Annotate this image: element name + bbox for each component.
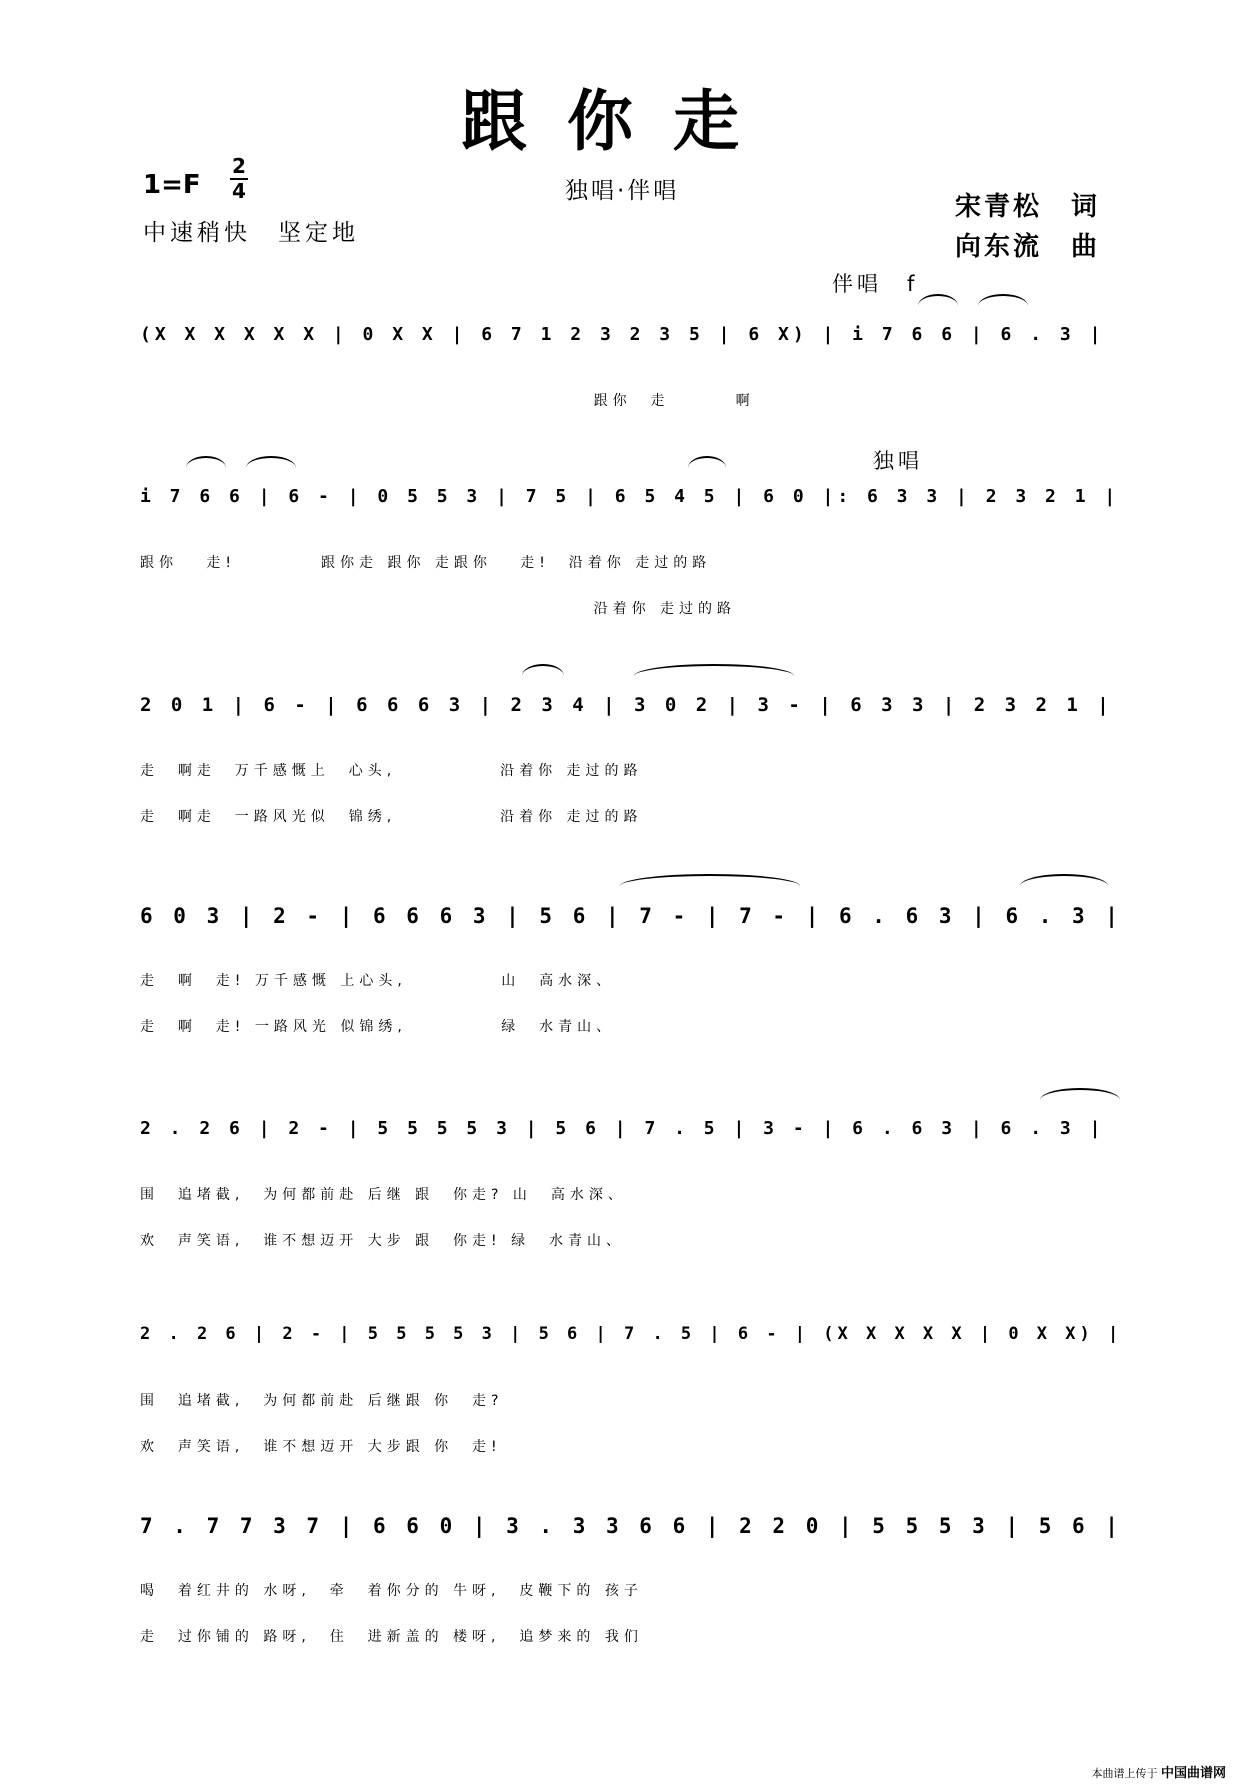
- lyricist-credit: 宋青松 词: [955, 192, 1101, 222]
- footer-site: 中国曲谱网: [1160, 1766, 1226, 1781]
- lyric-line: 跟你 走 啊: [140, 393, 755, 409]
- lyric-line: 围 追堵截, 为何都前赴 后继跟 你 走?: [140, 1393, 504, 1409]
- score-system-7: [140, 1508, 1130, 1660]
- lyric-line: 走 啊 走! 一路风光 似锦绣, 绿 水青山、: [140, 1019, 616, 1035]
- score-system-6: [140, 1318, 1130, 1470]
- score-title: 跟你走: [461, 82, 779, 160]
- score-system-2: [140, 480, 1130, 632]
- lyric-line: 走 过你铺的 路呀, 住 进新盖的 楼呀, 追梦来的 我们: [140, 1629, 643, 1645]
- tempo-marking: 中速稍快 坚定地: [143, 220, 359, 246]
- score-system-5: [140, 1112, 1130, 1264]
- lyric-line: 围 追堵截, 为何都前赴 后继 跟 你走? 山 高水深、: [140, 1187, 627, 1203]
- lyric-line: 走 啊走 一路风光似 锦绣, 沿着你 走过的路: [140, 809, 643, 825]
- notation-line: 2 . 2 6 | 2 - | 5 5 5 5 3 | 5 6 | 7 . 5 | 3 - | 6 . 6 3 | 6 . 3 |: [140, 1118, 1105, 1139]
- upload-footer: [1091, 1762, 1226, 1781]
- chorus-forte-mark: 伴唱 f: [832, 272, 919, 296]
- key-signature: 1=F: [143, 170, 201, 200]
- notation-line: 2 . 2 6 | 2 - | 5 5 5 5 3 | 5 6 | 7 . 5 | 6 - | (X X X X X | 0 X X) |: [140, 1324, 1123, 1344]
- score-system-1: [140, 318, 1130, 424]
- lyric-line: 欢 声笑语, 谁不想迈开 大步 跟 你走! 绿 水青山、: [140, 1233, 626, 1249]
- footer-text: 本曲谱上传于: [1091, 1767, 1158, 1780]
- lyric-line: 喝 着红井的 水呀, 牵 着你分的 牛呀, 皮鞭下的 孩子: [140, 1583, 643, 1599]
- time-signature: [230, 156, 248, 202]
- time-signature-top: 2: [232, 154, 246, 178]
- lyric-line: 跟你 走! 跟你走 跟你 走跟你 走! 沿着你 走过的路: [140, 555, 712, 571]
- composer-credit: 向东流 曲: [955, 232, 1101, 262]
- notation-line: i 7 6 6 | 6 - | 0 5 5 3 | 7 5 | 6 5 4 5 | 6 0 |: 6 3 3 | 2 3 2 1 |: [140, 486, 1120, 507]
- lyric-line: 沿着你 走过的路: [140, 601, 737, 617]
- solo-mark: 独唱: [873, 449, 923, 473]
- notation-line: (X X X X X X | 0 X X | 6 7 1 2 3 2 3 5 | 6 X) | i 7 6 6 | 6 . 3 |: [140, 324, 1105, 345]
- performance-mode: 独唱·伴唱: [565, 178, 680, 204]
- time-signature-bottom: 4: [232, 179, 246, 203]
- notation-line: 7 . 7 7 3 7 | 6 6 0 | 3 . 3 3 6 6 | 2 2 0 | 5 5 5 3 | 5 6 |: [140, 1514, 1122, 1538]
- notation-line: 6 0 3 | 2 - | 6 6 6 3 | 5 6 | 7 - | 7 - | 6 . 6 3 | 6 . 3 |: [140, 904, 1122, 928]
- lyric-line: 走 啊走 万千感慨上 心头, 沿着你 走过的路: [140, 763, 643, 779]
- lyric-line: 走 啊 走! 万千感慨 上心头, 山 高水深、: [140, 973, 616, 989]
- score-system-3: [140, 688, 1130, 840]
- lyric-line: 欢 声笑语, 谁不想迈开 大步跟 你 走!: [140, 1439, 502, 1455]
- notation-line: 2 0 1 | 6 - | 6 6 6 3 | 2 3 4 | 3 0 2 | 3 - | 6 3 3 | 2 3 2 1 |: [140, 694, 1113, 716]
- score-system-4: [140, 898, 1130, 1050]
